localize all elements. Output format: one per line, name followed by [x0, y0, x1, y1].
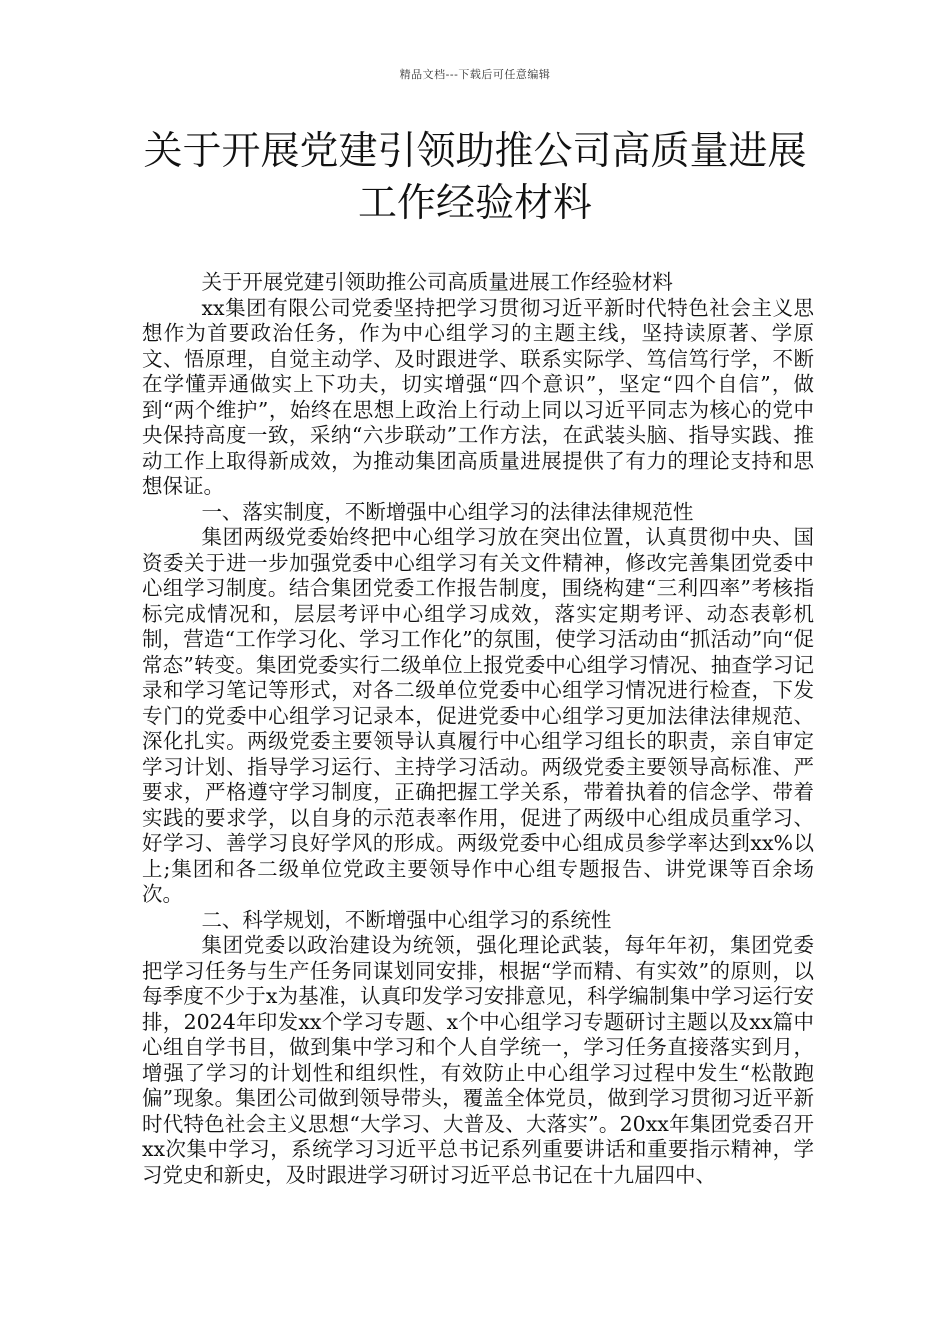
section-heading-2: 二、科学规划，不断增强中心组学习的系统性	[201, 907, 612, 932]
intro-paragraph: xx集团有限公司党委坚持把学习贯彻习近平新时代特色社会主义思想作为首要政治任务，作为中心组学习的主题主线，坚持读原著、学原文、悟原理，自觉主动学、及时跟进学、联系实际学、笃信笃行学，不断在学懂弄通做实上下功夫，切实增强“四个意识”，坚定“四个自信”，做到“两个维护”，始终在思想上政治上行动上同以习近平同志为核心的党中央保持高度一致，采纳“六步联动”工作方法，在武装头脑、指导实践、推动工作上取得新成效，为推动集团高质量进展提供了有力的理论支持和思想保证。	[142, 295, 814, 498]
header-note: 精品文档---下载后可任意编辑	[399, 68, 551, 81]
document-body	[142, 270, 814, 1188]
document-title: 关于开展党建引领助推公司高质量进展工作经验材料	[143, 129, 807, 226]
section-paragraph-1: 集团两级党委始终把中心组学习放在突出位置，认真贯彻中央、国资委关于进一步加强党委中心组学习有关文件精神，修改完善集团党委中心组学习制度。结合集团党委工作报告制度，围绕构建“三利四率”考核指标完成情况和，层层考评中心组学习成效，落实定期考评、动态表彰机制，营造“工作学习化、学习工作化”的氛围，使学习活动由“抓活动”向“促常态”转变。集团党委实行二级单位上报党委中心组学习情况、抽查学习记录和学习笔记等形式，对各二级单位党委中心组学习情况进行检查，下发专门的党委中心组学习记录本，促进党委中心组学习更加法律法律规范、深化扎实。两级党委主要领导认真履行中心组学习组长的职责，亲自审定学习计划、指导学习运行、主持学习活动。两级党委主要领导高标准、严要求，严格遵守学习制度，正确把握工学关系，带着执着的信念学、带着实践的要求学，以自身的示范表率作用，促进了两级中心组成员重学习、好学习、善学习良好学风的形成。两级党委中心组成员参学率达到xx%以上;集团和各二级单位党政主要领导作中心组专题报告、讲党课等百余场次。	[142, 525, 814, 906]
section-paragraph-2: 集团党委以政治建设为统领，强化理论武装，每年年初，集团党委把学习任务与生产任务同谋划同安排，根据“学而精、有实效”的原则，以每季度不少于x为基准，认真印发学习安排意见，科学编制集中学习运行安排，2024年印发xx个学习专题、x个中心组学习专题研讨主题以及xx篇中心组自学书目，做到集中学习和个人自学统一，学习任务直接落实到月，增强了学习的计划性和组织性，有效防止中心组学习过程中发生“松散跑偏”现象。集团公司做到领导带头，覆盖全体党员，做到学习贯彻习近平新时代特色社会主义思想“大学习、大普及、大落实”。20xx年集团党委召开xx次集中学习，系统学习习近平总书记系列重要讲话和重要指示精神，学习党史和新史，及时跟进学习研讨习近平总书记在十九届四中、	[142, 933, 814, 1187]
section-heading-1: 一、落实制度，不断增强中心组学习的法律法律规范性	[201, 499, 694, 524]
body-subtitle: 关于开展党建引领助推公司高质量进展工作经验材料	[201, 270, 673, 294]
